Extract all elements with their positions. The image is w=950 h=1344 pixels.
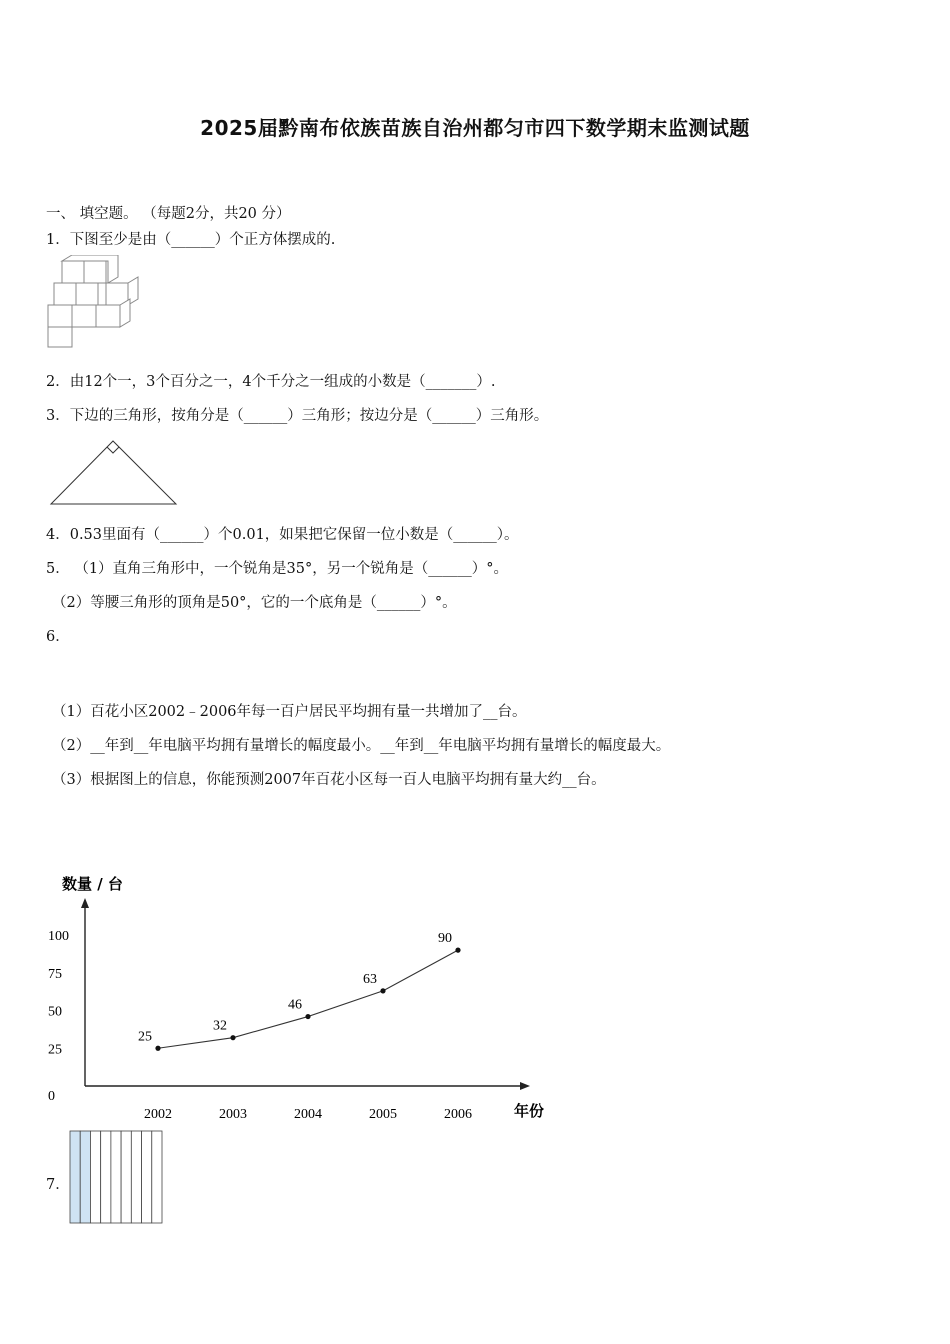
question-4: 4．0.53里面有（______）个0.01，如果把它保留一位小数是（______）。 xyxy=(46,527,519,543)
question-6: 6． xyxy=(46,629,70,645)
question-7: 7． xyxy=(46,1177,70,1193)
chart-data-label: 63 xyxy=(363,971,377,987)
chart-data-point xyxy=(305,1014,310,1019)
fraction-column-shaded xyxy=(70,1131,80,1223)
chart-data-label: 32 xyxy=(213,1018,227,1034)
chart-y-tick-label: 0 xyxy=(48,1089,55,1104)
chart-y-tick-label: 75 xyxy=(48,966,62,982)
question-2: 2．由12个一，3个百分之一，4个千分之一组成的小数是（_______）. xyxy=(46,374,496,390)
chart-series-line xyxy=(158,950,458,1048)
chart-data-label: 25 xyxy=(138,1029,152,1045)
question-5-part-1: 5． （1）直角三角形中，一个锐角是35°，另一个锐角是（______）°。 xyxy=(46,561,509,577)
right-triangle-figure xyxy=(48,437,180,507)
fraction-column xyxy=(121,1131,131,1223)
question-3: 3．下边的三角形，按角分是（______）三角形；按边分是（______）三角形。 xyxy=(46,408,549,424)
chart-data-point xyxy=(380,988,385,993)
question-6-part-1: （1）百花小区2002﹣2006年每一百户居民平均拥有量一共增加了__台。 xyxy=(52,704,527,720)
chart-x-tick-label: 2002 xyxy=(144,1107,172,1122)
chart-y-tick-label: 25 xyxy=(48,1042,62,1058)
chart-x-tick-label: 2005 xyxy=(369,1107,397,1122)
section-heading: 一、 填空题。 （每题2分，共20 分） xyxy=(46,206,291,222)
chart-x-tick-label: 2006 xyxy=(444,1107,472,1122)
chart-data-point xyxy=(230,1035,235,1040)
fraction-column xyxy=(101,1131,111,1223)
chart-data-label: 46 xyxy=(288,997,302,1013)
fraction-column xyxy=(111,1131,121,1223)
line-chart xyxy=(40,860,570,1130)
chart-data-label: 90 xyxy=(438,931,452,947)
cube-stack-figure xyxy=(46,255,142,349)
chart-data-point xyxy=(155,1046,160,1051)
chart-x-axis-label: 年份 xyxy=(514,1102,545,1120)
fraction-column-shaded xyxy=(80,1131,90,1223)
question-6-part-3: （3）根据图上的信息，你能预测2007年百花小区每一百人电脑平均拥有量大约__台。 xyxy=(52,772,606,788)
chart-y-axis-arrow xyxy=(81,898,89,908)
fraction-column xyxy=(152,1131,162,1223)
question-6-part-2: （2）__年到__年电脑平均拥有量增长的幅度最小。__年到__年电脑平均拥有量增长的幅度最大。 xyxy=(52,738,671,754)
fraction-strip-figure xyxy=(69,1130,163,1224)
chart-y-axis-label: 数量 / 台 xyxy=(62,875,123,893)
fraction-column xyxy=(90,1131,100,1223)
chart-data-point xyxy=(455,948,460,953)
chart-x-axis-arrow xyxy=(520,1082,530,1090)
question-1: 1．下图至少是由（______）个正方体摆成的. xyxy=(46,232,336,248)
fraction-column xyxy=(142,1131,152,1223)
page-title: 2025届黔南布依族苗族自治州都匀市四下数学期末监测试题 xyxy=(200,116,750,140)
chart-y-tick-label: 50 xyxy=(48,1004,62,1020)
fraction-column xyxy=(131,1131,141,1223)
question-5-part-2: （2）等腰三角形的顶角是50°，它的一个底角是（______）°。 xyxy=(52,595,457,611)
chart-x-tick-label: 2004 xyxy=(294,1107,322,1122)
chart-x-tick-label: 2003 xyxy=(219,1107,247,1122)
chart-y-tick-label: 100 xyxy=(48,929,69,944)
